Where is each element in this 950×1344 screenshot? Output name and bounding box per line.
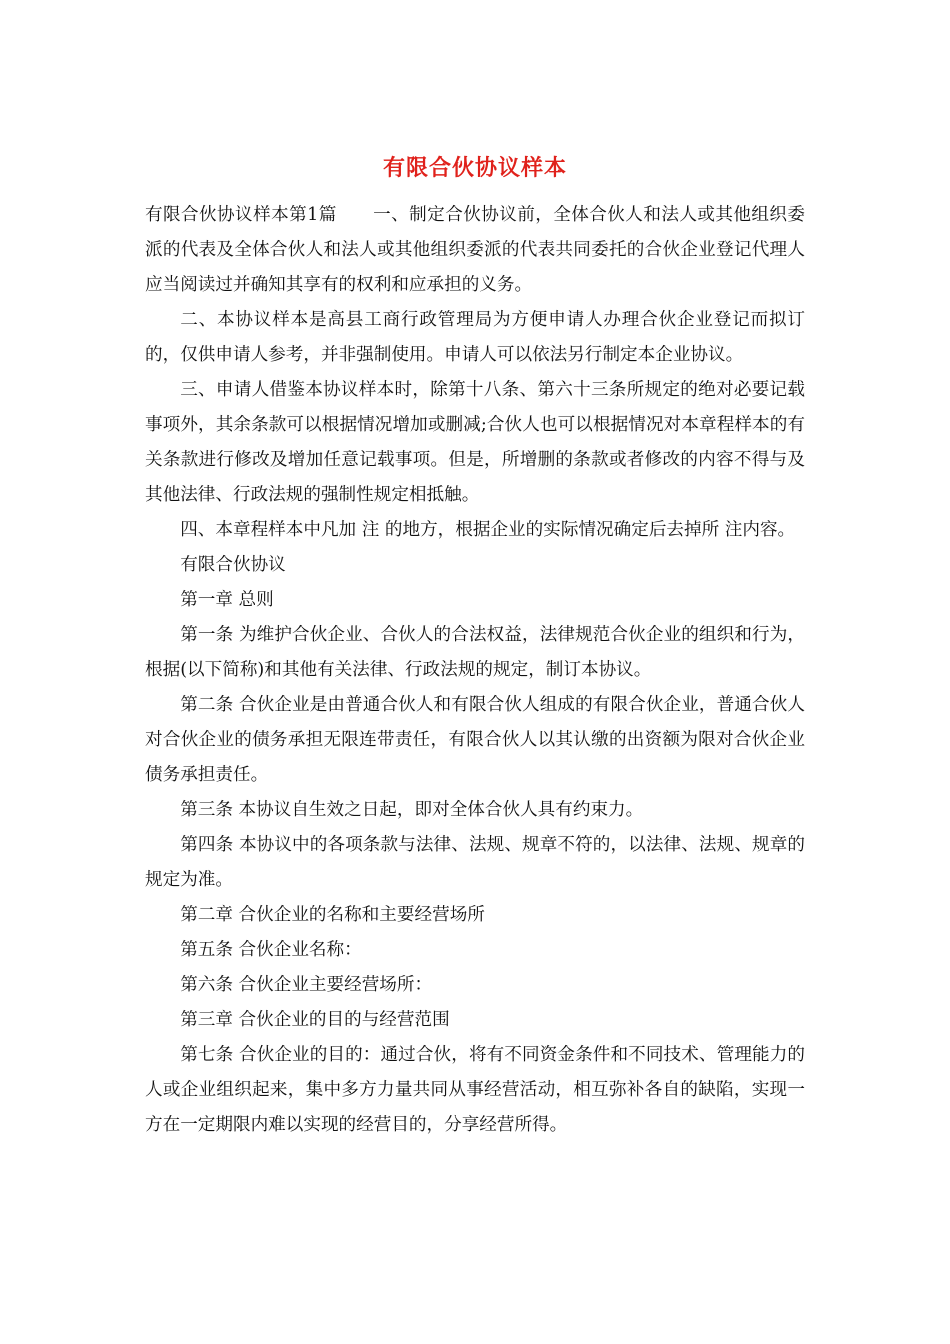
- document-body: [145, 198, 805, 1143]
- intro-label: 有限合伙协议样本第1篇: [145, 205, 337, 225]
- intro-text: 一、制定合伙协议前，全体合伙人和法人或其他组织委派的代表及全体合伙人和法人或其他组织委派的代表共同委托的合伙企业登记代理人应当阅读过并确知其享有的权利和应承担的义务。: [145, 205, 805, 295]
- chapter-heading: 第三章 合伙企业的目的与经营范围: [180, 1010, 450, 1030]
- article: 第七条 合伙企业的目的：通过合伙，将有不同资金条件和不同技术、管理能力的人或企业组织起来，集中多方力量共同从事经营活动，相互弥补各自的缺陷，实现一方在一定期限内难以实现的经营目的，分享经营所得。: [145, 1045, 805, 1135]
- article: 第三条 本协议自生效之日起，即对全体合伙人具有约束力。: [180, 800, 644, 820]
- paragraph: 三、申请人借鉴本协议样本时，除第十八条、第六十三条所规定的绝对必要记载事项外，其余条款可以根据情况增加或删减;合伙人也可以根据情况对本章程样本的有关条款进行修改及增加任意记载事项。但是，所增删的条款或者修改的内容不得与及其他法律、行政法规的强制性规定相抵触。: [145, 380, 805, 505]
- section-heading: 有限合伙协议: [180, 555, 286, 575]
- article: 第六条 合伙企业主要经营场所：: [180, 975, 433, 995]
- document-title: 有限合伙协议样本: [382, 155, 567, 181]
- article: 第二条 合伙企业是由普通合伙人和有限合伙人组成的有限合伙企业，普通合伙人对合伙企业的债务承担无限连带责任，有限合伙人以其认缴的出资额为限对合伙企业债务承担责任。: [145, 695, 805, 785]
- intro-paragraph: [145, 198, 805, 303]
- article: 第四条 本协议中的各项条款与法律、法规、规章不符的，以法律、法规、规章的规定为准。: [145, 835, 805, 890]
- chapter-heading: 第二章 合伙企业的名称和主要经营场所: [180, 905, 485, 925]
- paragraph: 二、本协议样本是高县工商行政管理局为方便申请人办理合伙企业登记而拟订的，仅供申请人参考，并非强制使用。申请人可以依法另行制定本企业协议。: [145, 310, 805, 365]
- article: 第五条 合伙企业名称：: [180, 940, 362, 960]
- paragraph: 四、本章程样本中凡加 注 的地方，根据企业的实际情况确定后去掉所 注内容。: [180, 520, 796, 540]
- chapter-heading: 第一章 总则: [180, 590, 274, 610]
- article: 第一条 为维护合伙企业、合伙人的合法权益，法律规范合伙企业的组织和行为，根据(以下简称)和其他有关法律、行政法规的规定，制订本协议。: [145, 625, 805, 680]
